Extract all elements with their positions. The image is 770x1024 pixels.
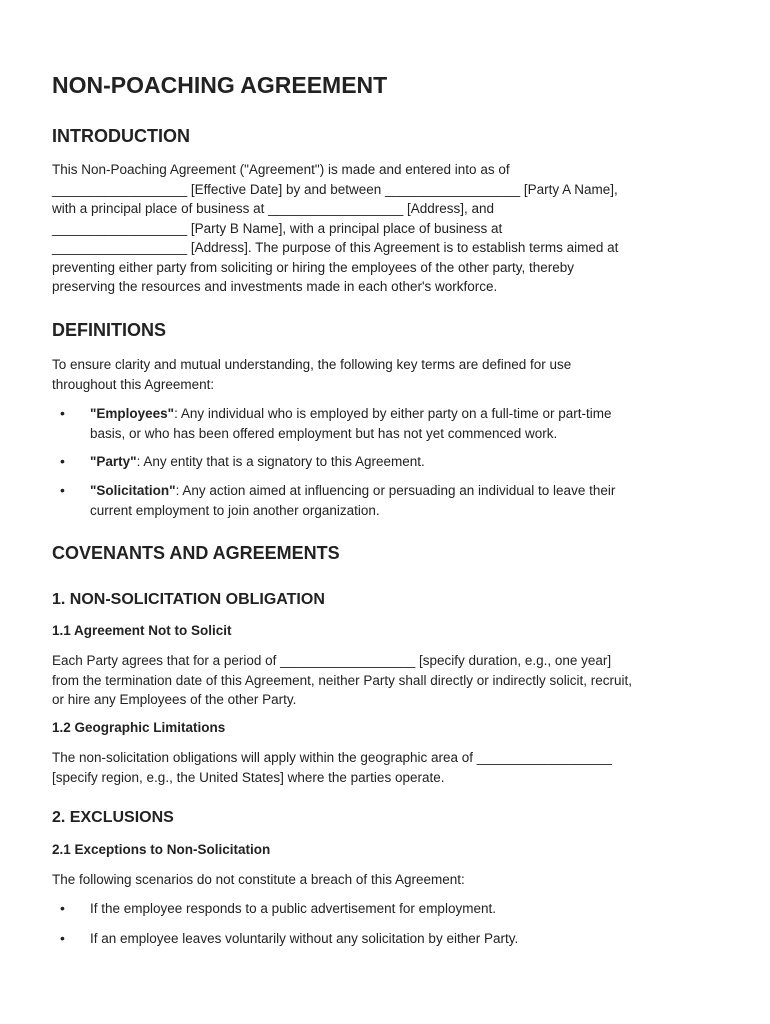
bullet-icon: • [60, 930, 65, 946]
paragraph-line: Each Party agrees that for a period of __________________ [specify duration, e.g., one year] [52, 653, 612, 668]
definition-description: : Any action aimed at influencing or persuading an individual to leave their [175, 483, 616, 498]
paragraph-line: with a principal place of business at __________________ [Address], and [52, 201, 495, 216]
introduction-heading: INTRODUCTION [52, 126, 190, 146]
paragraph-line: or hire any Employees of the other Party. [52, 692, 297, 707]
definition-description: : Any entity that is a signatory to this Agreement. [136, 454, 425, 469]
definition-line: current employment to join another organization. [90, 502, 380, 518]
paragraph-line: __________________ [Effective Date] by and between __________________ [Party A Name], [52, 181, 618, 197]
definition-text [90, 481, 615, 520]
definition-text [90, 404, 612, 443]
definitions-heading: DEFINITIONS [52, 320, 167, 340]
section-2-heading: 2. EXCLUSIONS [52, 809, 174, 826]
definition-term: "Party" [90, 454, 137, 469]
subsection-1-1-heading: 1.1 Agreement Not to Solicit [52, 623, 232, 638]
paragraph-line: from the termination date of this Agreement, neither Party shall directly or indirectly solicit, recruit, [52, 672, 632, 688]
definition-line [90, 452, 425, 472]
covenants-heading: COVENANTS AND AGREEMENTS [52, 543, 340, 563]
bullet-icon: • [60, 405, 65, 421]
subsection-1-2-heading: 1.2 Geographic Limitations [52, 720, 226, 735]
paragraph-line: __________________ [Address]. The purpose of this Agreement is to establish terms aimed at [52, 240, 619, 255]
definitions-intro [52, 355, 571, 394]
definition-term: "Employees" [90, 406, 175, 421]
definition-text [90, 452, 425, 472]
exception-text [90, 899, 496, 919]
introduction-paragraph [52, 160, 618, 297]
paragraph-line: [specify region, e.g., the United States] where the parties operate. [52, 769, 445, 785]
definition-line [90, 404, 612, 424]
paragraph-line: __________________ [Party B Name], with a principal place of business at [52, 220, 503, 236]
exception-line: If an employee leaves voluntarily without any solicitation by either Party. [90, 931, 519, 946]
bullet-icon: • [60, 453, 65, 469]
paragraph-line: To ensure clarity and mutual understanding, the following key terms are defined for use [52, 357, 572, 372]
paragraph-line: preserving the resources and investments made in each other's workforce. [52, 279, 498, 294]
paragraph-line: preventing either party from soliciting or hiring the employees of the other party, thereby [52, 259, 575, 275]
bullet-icon: • [60, 482, 65, 498]
document-title: NON-POACHING AGREEMENT [52, 72, 388, 98]
paragraph-line: throughout this Agreement: [52, 376, 215, 392]
definition-term: "Solicitation" [90, 483, 176, 498]
bullet-icon: • [60, 900, 65, 916]
definition-description: : Any individual who is employed by either party on a full-time or part-time [174, 406, 612, 421]
exception-text [90, 929, 518, 949]
exception-line: If the employee responds to a public advertisement for employment. [90, 901, 496, 916]
definition-line [90, 481, 615, 501]
subsection-2-1-paragraph [52, 870, 465, 890]
paragraph-line: The following scenarios do not constitute a breach of this Agreement: [52, 872, 465, 887]
paragraph-line: The non-solicitation obligations will apply within the geographic area of __________________ [52, 750, 612, 765]
subsection-2-1-heading: 2.1 Exceptions to Non-Solicitation [52, 842, 271, 857]
paragraph-line: This Non-Poaching Agreement ("Agreement") is made and entered into as of [52, 162, 510, 177]
definition-line: basis, or who has been offered employment but has not yet commenced work. [90, 425, 558, 441]
subsection-1-2-paragraph [52, 748, 612, 787]
section-1-heading: 1. NON-SOLICITATION OBLIGATION [52, 591, 325, 608]
subsection-1-1-paragraph [52, 651, 632, 710]
